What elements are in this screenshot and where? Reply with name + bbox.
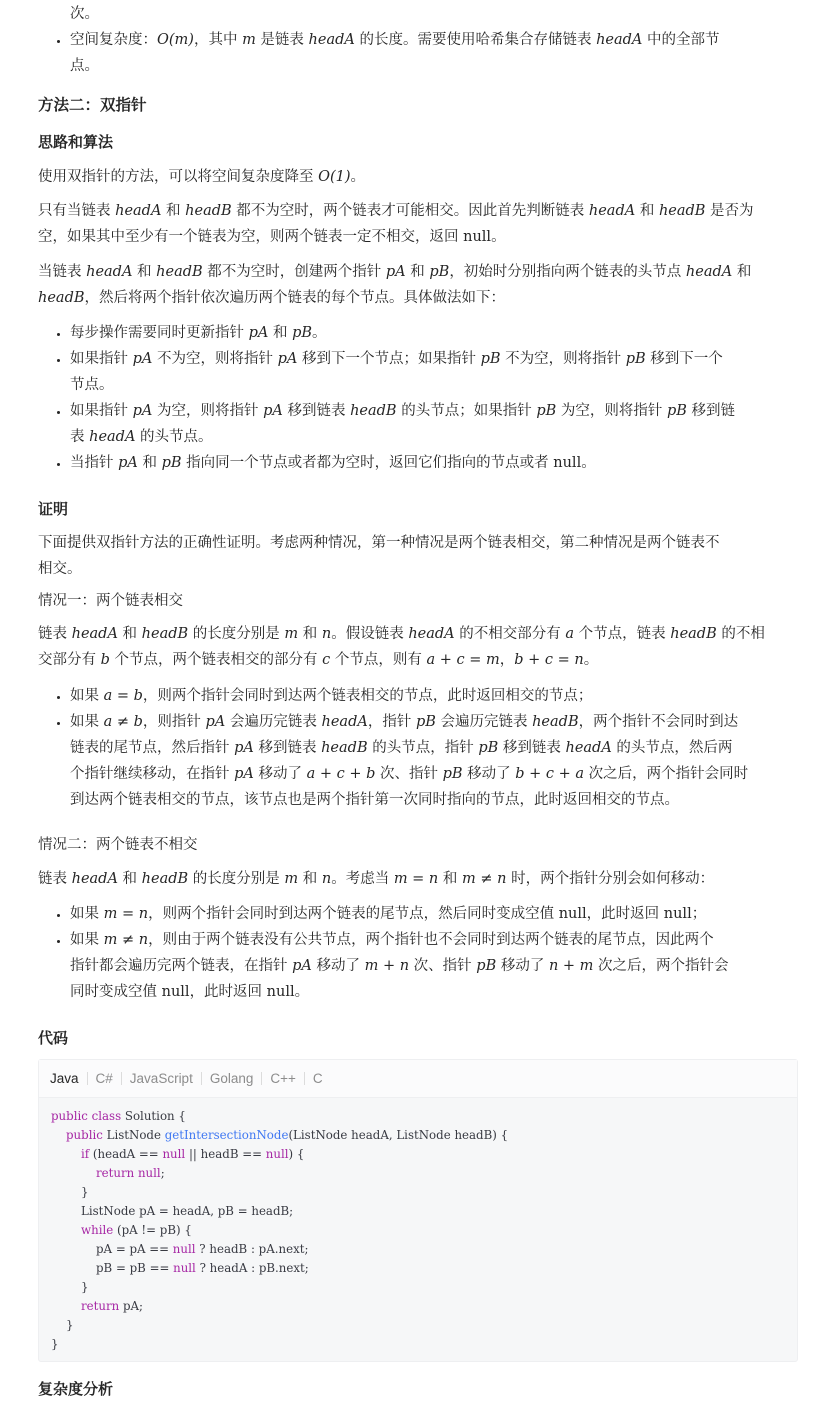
list-item: • 如果 m = n，则两个指针会同时到达两个链表的尾节点，然后同时变成空值 null，此时返回 null； — [70, 901, 800, 927]
space-complexity-list — [38, 27, 800, 79]
case1-list — [38, 683, 800, 813]
paragraph-case2: 链表 headA 和 headB 的长度分别是 m 和 n。考虑当 m = n 和 m ≠ n 时，两个指针分别会如何移动： — [38, 871, 715, 887]
code-content[interactable]: public class Solution { public ListNode getIntersectionNode(ListNode headA, ListNode headB) { if (headA == null || headB == null) { return null; } ListNode pA = headA, pB = headB; while (pA != pB) { pA = pA == null ? headB : pA.next; pB = pB == null ? headA : pB.next; } return pA; } } — [51, 1109, 509, 1351]
case2-list — [38, 901, 800, 1005]
idea-heading: 思路和算法 — [38, 133, 114, 151]
list-item: • 空间复杂度：O(m)，其中 m 是链表 headA 的长度。需要使用哈希集合存储链表 headA 中的全部节 点。 — [70, 27, 800, 79]
prev-bullet-tail — [70, 1, 99, 27]
tab-javascript[interactable]: JavaScript — [121, 1072, 201, 1085]
prev-tail-text: 次。 — [70, 6, 99, 22]
proof-heading: 证明 — [38, 500, 69, 518]
code-heading: 代码 — [38, 1029, 69, 1047]
steps-list — [38, 320, 800, 476]
list-item: • 如果 a ≠ b，则指针 pA 会遍历完链表 headA，指针 pB 会遍历完链表 headB，两个指针不会同时到达 链表的尾节点，然后指针 pA 移到链表 headB 的头节点，指针 pB 移到链表 headA 的头节点，然后两 个指针继续移动，在指针 pA 移动了 a + c + b 次、指针 pB 移动了 b + c + a 次之后，两个指针会同时 到达两个链表相交的节点，该节点也是两个指针第一次同时指向的节点，此时返回相交的节点。 — [70, 709, 800, 813]
tab-csharp[interactable]: C# — [87, 1072, 121, 1085]
list-item: • 当指针 pA 和 pB 指向同一个节点或者都为空时，返回它们指向的节点或者 null。 — [70, 450, 800, 476]
code-block — [38, 1059, 798, 1362]
paragraph-case1: 链表 headA 和 headB 的长度分别是 m 和 n。假设链表 headA 的不相交部分有 a 个节点，链表 headB 的不相 交部分有 b 个节点，两个链表相交的部分有 c 个节点，则有 a + c = m，b + c = n。 — [38, 626, 765, 668]
paragraph-proof-intro: 下面提供双指针方法的正确性证明。考虑两种情况，第一种情况是两个链表相交，第二种情况是两个链表不 相交。 — [38, 535, 720, 577]
paragraph-empty-check: 只有当链表 headA 和 headB 都不为空时，两个链表才可能相交。因此首先判断链表 headA 和 headB 是否为 空，如果其中至少有一个链表为空，则两个链表一定不相交，返回 null。 — [38, 203, 754, 245]
tab-cpp[interactable]: C++ — [261, 1072, 304, 1085]
case1-heading: 情况一：两个链表相交 — [38, 593, 183, 609]
list-item: • 如果 a = b，则两个指针会同时到达两个链表相交的节点，此时返回相交的节点； — [70, 683, 800, 709]
language-tabs — [39, 1060, 797, 1098]
list-item: • 如果指针 pA 为空，则将指针 pA 移到链表 headB 的头节点；如果指针 pB 为空，则将指针 pB 移到链 表 headA 的头节点。 — [70, 398, 800, 450]
paragraph-create-pointers: 当链表 headA 和 headB 都不为空时，创建两个指针 pA 和 pB，初始时分别指向两个链表的头节点 headA 和 headB，然后将两个指针依次遍历两个链表的每个节点。具体做法如下： — [38, 264, 752, 306]
list-item: • 如果 m ≠ n，则由于两个链表没有公共节点，两个指针也不会同时到达两个链表的尾节点，因此两个 指针都会遍历完两个链表，在指针 pA 移动了 m + n 次、指针 pB 移动了 n + m 次之后，两个指针会 同时变成空值 null，此时返回 null。 — [70, 927, 800, 1005]
list-item: • 如果指针 pA 不为空，则将指针 pA 移到下一个节点；如果指针 pB 不为空，则将指针 pB 移到下一个 节点。 — [70, 346, 800, 398]
method2-heading: 方法二：双指针 — [38, 96, 147, 114]
list-item: • 每步操作需要同时更新指针 pA 和 pB。 — [70, 320, 800, 346]
tab-golang[interactable]: Golang — [201, 1072, 262, 1085]
tab-java[interactable]: Java — [50, 1071, 79, 1086]
case2-heading: 情况二：两个链表不相交 — [38, 837, 198, 853]
complexity-heading: 复杂度分析 — [38, 1380, 114, 1398]
tab-c[interactable]: C — [304, 1072, 331, 1085]
paragraph-space: 使用双指针的方法，可以将空间复杂度降至 O(1)。 — [38, 169, 366, 185]
